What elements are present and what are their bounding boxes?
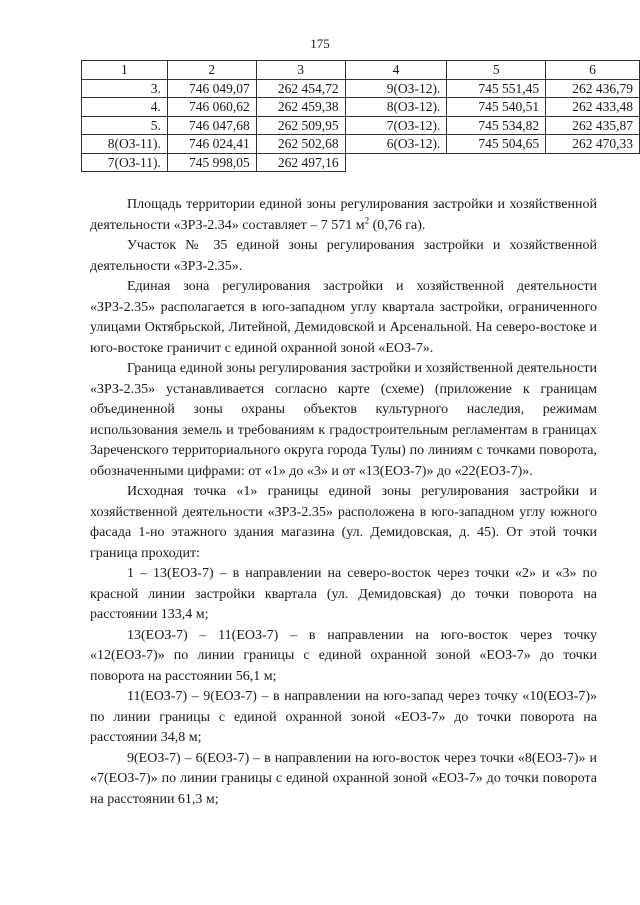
table-cell: 745 551,45	[447, 79, 546, 98]
table-row	[82, 79, 640, 98]
table-cell: 262 470,33	[546, 135, 640, 154]
table-cell: 4.	[82, 98, 168, 117]
table-cell: 7(ОЗ-12).	[345, 116, 447, 135]
table-row	[82, 98, 640, 117]
table-cell: 8(ОЗ-12).	[345, 98, 447, 117]
table-row	[82, 116, 640, 135]
paragraph-start-point: Исходная точка «1» границы единой зоны регулирования застройки и хозяйственной деятельности «ЗРЗ-2.35» расположена в юго-западном углу южного фасада 1-но этажного здания магазина (ул. Демидовская, д. 45). От этой точки граница проходит:	[90, 484, 597, 561]
paragraph-boundary: Граница единой зоны регулирования застройки и хозяйственной деятельности «ЗРЗ-2.35» устанавливается согласно карте (схеме) (приложение к границам объединенной зоны охраны объектов культурного наследия, режимам использования земель и требованиям к градостроительным регламентам в границах Зареченского территориального округа города Тулы) по линиям с точками поворота, обозначенными цифрами: от «1» до «3» и от «13(ЕОЗ-7)» до «22(ЕОЗ-7)».	[90, 361, 597, 479]
table-cell: 745 504,65	[447, 135, 546, 154]
table-header-cell: 6	[546, 61, 640, 80]
table-cell: 262 459,38	[256, 98, 345, 117]
table-cell: 746 060,62	[167, 98, 256, 117]
coordinates-table	[81, 60, 640, 172]
paragraph-area	[90, 195, 597, 236]
table-cell: 746 047,68	[167, 116, 256, 135]
paragraph-segment-1: 1 – 13(ЕОЗ-7) – в направлении на северо-восток через точки «2» и «3» по красной линии застройки квартала (ул. Демидовская) до точки поворота на расстоянии 133,4 м;	[90, 566, 597, 622]
table-header-row	[82, 61, 640, 80]
table-cell: 745 540,51	[447, 98, 546, 117]
table-header-cell: 2	[167, 61, 256, 80]
page-number: 175	[310, 36, 330, 51]
table-cell: 746 049,07	[167, 79, 256, 98]
paragraph-section-title: Участок № 35 единой зоны регулирования застройки и хозяйственной деятельности «ЗРЗ-2.35».	[90, 238, 597, 274]
area-superscript: 2	[364, 214, 370, 225]
table-cell	[345, 153, 447, 172]
area-text-end: (0,76 га).	[369, 217, 426, 233]
table-cell: 746 024,41	[167, 135, 256, 154]
table-cell	[447, 153, 546, 172]
paragraph-segment-2: 13(ЕОЗ-7) – 11(ЕОЗ-7) – в направлении на юго-восток через точку «12(ЕОЗ-7)» по линии границы с единой охранной зоной «ЕОЗ-7» до точки поворота на расстоянии 56,1 м;	[90, 627, 597, 684]
table-cell: 262 509,95	[256, 116, 345, 135]
table-cell: 262 502,68	[256, 135, 345, 154]
area-text: Площадь территории единой зоны регулирования застройки и хозяйственной деятельности «ЗРЗ-2.34» составляет – 7 571 м	[90, 197, 597, 233]
paragraph-location: Единая зона регулирования застройки и хозяйственной деятельности «ЗРЗ-2.35» располагается в юго-западном углу квартала застройки, ограниченного улицами Октябрьской, Литейной, Демидовской и Арсенальной. На северо-востоке и юго-востоке граничит с единой охранной зоной «ЕОЗ-7».	[90, 279, 597, 356]
table-cell: 8(ОЗ-11).	[82, 135, 168, 154]
table-header-cell: 1	[82, 61, 168, 80]
table-row	[82, 153, 640, 172]
table-cell: 262 497,16	[256, 153, 345, 172]
document-body	[90, 195, 597, 810]
table-cell: 7(ОЗ-11).	[82, 153, 168, 172]
table-header-cell: 4	[345, 61, 447, 80]
table-cell: 3.	[82, 79, 168, 98]
table-cell	[546, 153, 640, 172]
table-header-cell: 5	[447, 61, 546, 80]
table-row	[82, 135, 640, 154]
table-cell: 9(ОЗ-12).	[345, 79, 447, 98]
table-cell: 5.	[82, 116, 168, 135]
table-cell: 262 436,79	[546, 79, 640, 98]
paragraph-segment-4: 9(ЕОЗ-7) – 6(ЕОЗ-7) – в направлении на юго-восток через точки «8(ЕОЗ-7)» и «7(ЕОЗ-7)» по линии границы с единой охранной зоной «ЕОЗ-7» до точки поворота на расстоянии 61,3 м;	[90, 750, 597, 807]
table-header-cell: 3	[256, 61, 345, 80]
table-cell: 262 435,87	[546, 116, 640, 135]
paragraph-segment-3: 11(ЕОЗ-7) – 9(ЕОЗ-7) – в направлении на юго-запад через точку «10(ЕОЗ-7)» по линии границы с единой охранной зоной «ЕОЗ-7» до точки поворота на расстоянии 34,8 м;	[90, 689, 597, 745]
table-cell: 745 534,82	[447, 116, 546, 135]
table-cell: 6(ОЗ-12).	[345, 135, 447, 154]
table-cell: 262 433,48	[546, 98, 640, 117]
table-cell: 745 998,05	[167, 153, 256, 172]
table-cell: 262 454,72	[256, 79, 345, 98]
